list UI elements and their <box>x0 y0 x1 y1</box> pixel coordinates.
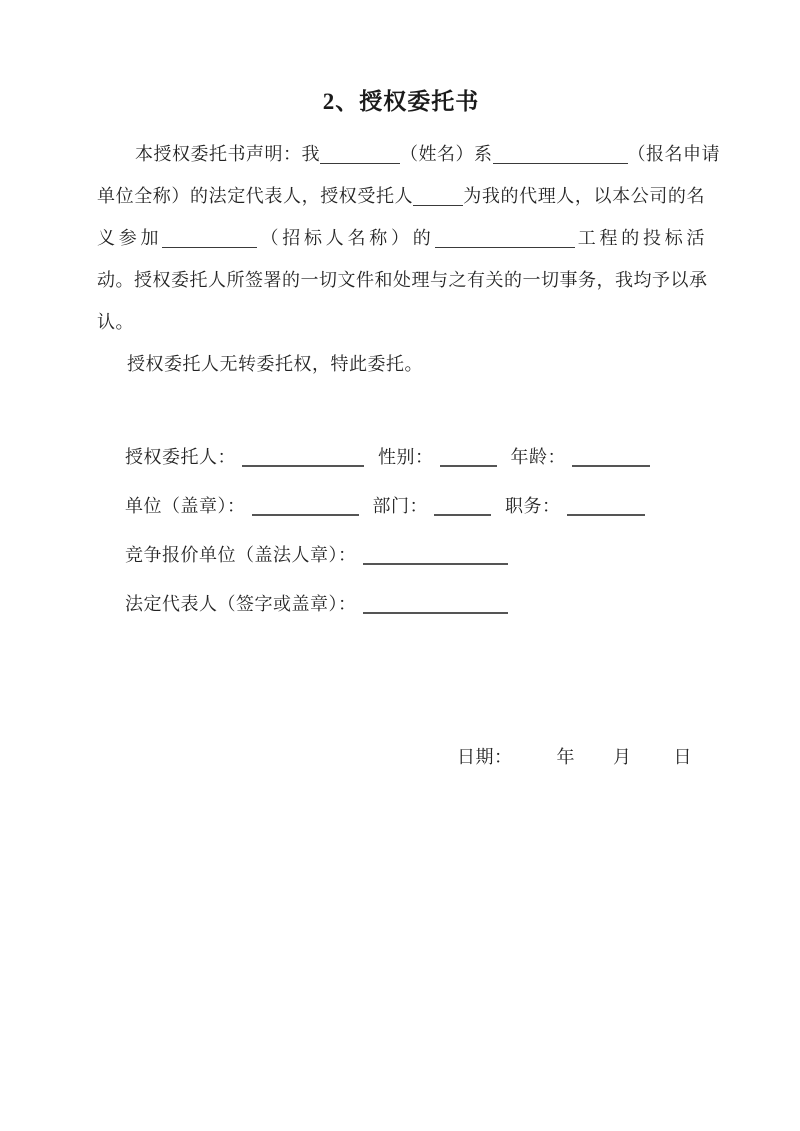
body-line-1-text-c: （报名申请 <box>627 144 720 164</box>
body-line-3-text-c: 工程的投标活 <box>574 228 705 248</box>
legal-rep-sign-blank-field <box>363 612 508 614</box>
date-label: 日期： <box>457 747 513 767</box>
document-title: 2、授权委托书 <box>322 89 480 114</box>
tenderer-blank-field <box>162 247 257 248</box>
declaration-paragraph <box>97 133 720 343</box>
body-line-4-text: 动。授权委托人所签署的一切文件和处理与之有关的一切事务，我均予以承 <box>97 270 708 290</box>
gender-label: 性别： <box>378 447 434 467</box>
body-line-2 <box>97 175 705 217</box>
form-line-principal <box>97 436 705 478</box>
body-line-1-text-a: 本授权委托书声明：我 <box>135 144 320 164</box>
body-line-4 <box>97 259 708 301</box>
department-blank-field <box>434 514 491 516</box>
form-line-legal-rep <box>97 583 705 625</box>
principal-label: 授权委托人： <box>125 447 236 467</box>
gender-blank-field <box>440 465 497 467</box>
body-line-1 <box>97 133 720 175</box>
bidder-label: 竞争报价单位（盖法人章）： <box>125 545 357 565</box>
date-day-label: 日 <box>673 747 692 767</box>
unit-label: 单位（盖章）： <box>125 496 246 516</box>
project-blank-field <box>435 247 575 248</box>
position-label: 职务： <box>505 496 561 516</box>
body-line-5-text: 认。 <box>97 312 134 332</box>
principal-blank-field <box>242 465 364 467</box>
body-line-3 <box>97 217 705 259</box>
form-line-unit <box>97 485 705 527</box>
agent-blank-field <box>413 205 463 206</box>
unit-seal-blank-field <box>252 514 359 516</box>
closing-statement: 授权委托人无转委托权，特此委托。 <box>127 354 423 374</box>
date-year-label: 年 <box>556 747 575 767</box>
date-month-label: 月 <box>613 747 632 767</box>
name-blank-field <box>320 163 400 164</box>
body-line-3-text-b: （招标人名称）的 <box>257 228 435 248</box>
body-line-3-text-a: 义参加 <box>97 228 163 248</box>
legal-rep-label: 法定代表人（签字或盖章）： <box>125 594 357 614</box>
form-line-bidder <box>97 534 705 576</box>
department-label: 部门： <box>372 496 428 516</box>
body-line-2-text-a: 单位全称）的法定代表人，授权受托人 <box>97 186 414 206</box>
position-blank-field <box>567 514 645 516</box>
age-blank-field <box>572 465 650 467</box>
signature-form <box>97 436 705 625</box>
unit-blank-field <box>493 163 628 164</box>
body-line-5 <box>97 301 705 343</box>
body-line-1-text-b: （姓名）系 <box>400 144 493 164</box>
body-line-2-text-b: 为我的代理人，以本公司的名 <box>463 186 706 206</box>
bidder-seal-blank-field <box>363 563 508 565</box>
age-label: 年龄： <box>510 447 566 467</box>
date-line <box>97 736 705 778</box>
